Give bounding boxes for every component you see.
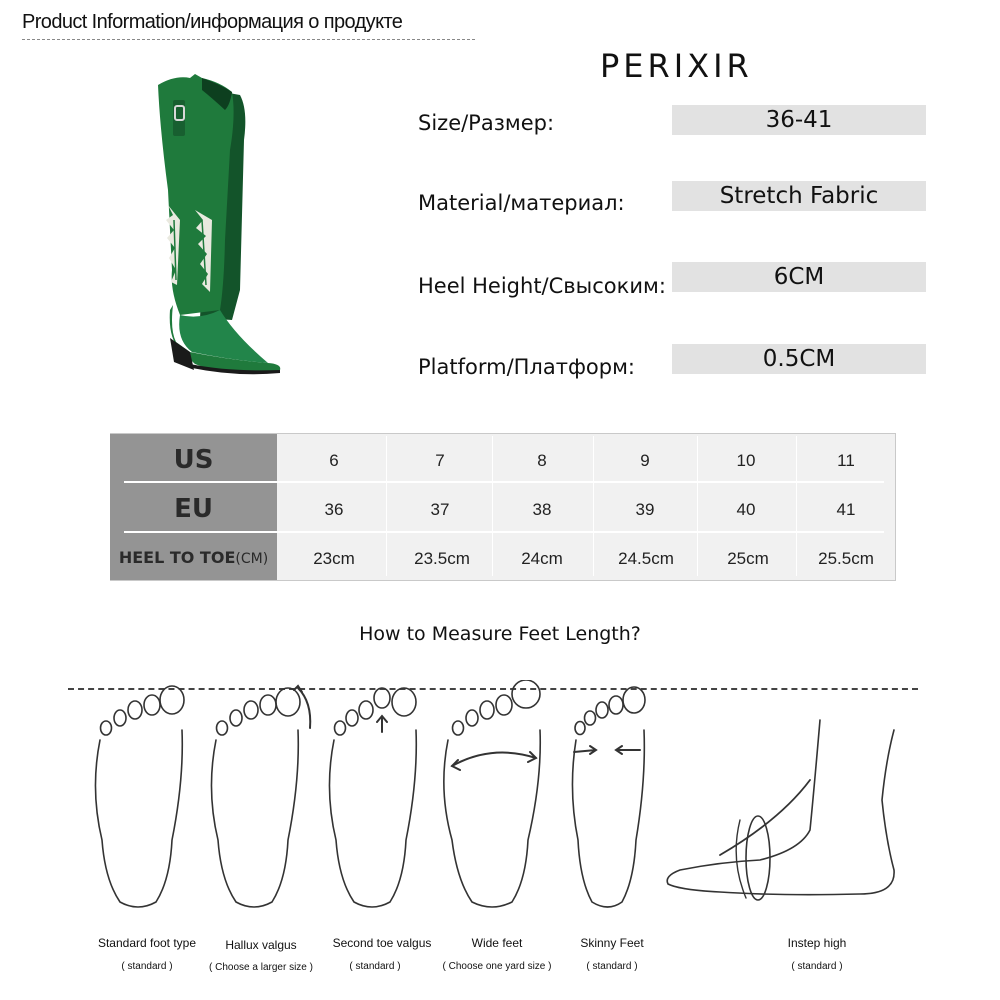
table-cell-us: 8 xyxy=(537,451,547,470)
table-col-divider xyxy=(386,436,387,576)
table-cell-us: 9 xyxy=(640,451,650,470)
table-cell-us: 6 xyxy=(329,451,339,470)
table-row-divider xyxy=(124,531,884,533)
foot-outline-icon-wide xyxy=(444,680,540,907)
foot-note-skinny: ( standard ) xyxy=(586,961,638,972)
foot-note-second-toe: ( standard ) xyxy=(349,961,401,972)
heel-label-main: HEEL TO TOE xyxy=(118,548,236,567)
table-cell-eu: 36 xyxy=(324,500,344,519)
foot-label-standard: Standard foot type xyxy=(97,936,197,950)
foot-outline-icon-skinny xyxy=(572,687,645,907)
spec-label-platform: Platform/Платформ: xyxy=(418,355,636,379)
table-cell-heel-to-toe: 24cm xyxy=(521,549,563,568)
table-cell-eu: 38 xyxy=(532,500,552,519)
foot-outline-icon-instep xyxy=(667,720,894,900)
table-cell-heel-to-toe: 25.5cm xyxy=(818,549,874,568)
table-cell-heel-to-toe: 24.5cm xyxy=(618,549,674,568)
spec-label-heel-height: Heel Height/Свысоким: xyxy=(418,274,666,298)
header-divider xyxy=(22,39,475,40)
spec-value-material: Stretch Fabric xyxy=(672,181,926,211)
foot-label-second-toe: Second toe valgus xyxy=(332,936,432,950)
foot-label-hallux: Hallux valgus xyxy=(225,938,297,952)
foot-label-instep: Instep high xyxy=(787,936,847,950)
feet-illustrations xyxy=(60,680,940,920)
table-row-divider xyxy=(124,481,884,483)
table-cell-eu: 40 xyxy=(736,500,756,519)
foot-outline-icon-standard xyxy=(95,686,184,907)
size-table-us-label: US xyxy=(173,445,214,475)
spec-value-size: 36-41 xyxy=(672,105,926,135)
foot-label-wide: Wide feet xyxy=(471,936,523,950)
foot-note-instep: ( standard ) xyxy=(791,961,843,972)
boot-image xyxy=(140,70,290,380)
spec-value-platform: 0.5CM xyxy=(672,344,926,374)
table-cell-us: 7 xyxy=(435,451,445,470)
table-cell-eu: 39 xyxy=(635,500,655,519)
table-cell-heel-to-toe: 23.5cm xyxy=(414,549,470,568)
brand-name: PERIXIR xyxy=(600,47,753,85)
foot-note-wide: ( Choose one yard size ) xyxy=(442,961,552,972)
page-header-title: Product Information/информация о продукте xyxy=(22,11,403,33)
spec-value-heel-height: 6CM xyxy=(672,262,926,292)
spec-label-size: Size/Размер: xyxy=(418,111,555,135)
table-col-divider xyxy=(593,436,594,576)
heel-label-unit: (CM) xyxy=(235,551,269,567)
foot-outline-icon-second-toe xyxy=(329,688,416,907)
foot-note-standard: ( standard ) xyxy=(121,961,173,972)
size-table-heel-label xyxy=(110,545,277,571)
size-table-eu-label: EU xyxy=(174,494,213,524)
table-cell-us: 10 xyxy=(736,451,756,470)
table-cell-heel-to-toe: 25cm xyxy=(727,549,769,568)
foot-outline-icon-hallux xyxy=(211,686,310,907)
table-cell-us: 11 xyxy=(837,451,855,470)
spec-label-material: Material/материал: xyxy=(418,191,625,215)
foot-label-skinny: Skinny Feet xyxy=(580,936,644,950)
table-cell-eu: 37 xyxy=(430,500,450,519)
measure-title: How to Measure Feet Length? xyxy=(359,623,641,645)
table-cell-heel-to-toe: 23cm xyxy=(313,549,355,568)
foot-note-hallux: ( Choose a larger size ) xyxy=(209,962,313,973)
table-cell-eu: 41 xyxy=(836,500,856,519)
